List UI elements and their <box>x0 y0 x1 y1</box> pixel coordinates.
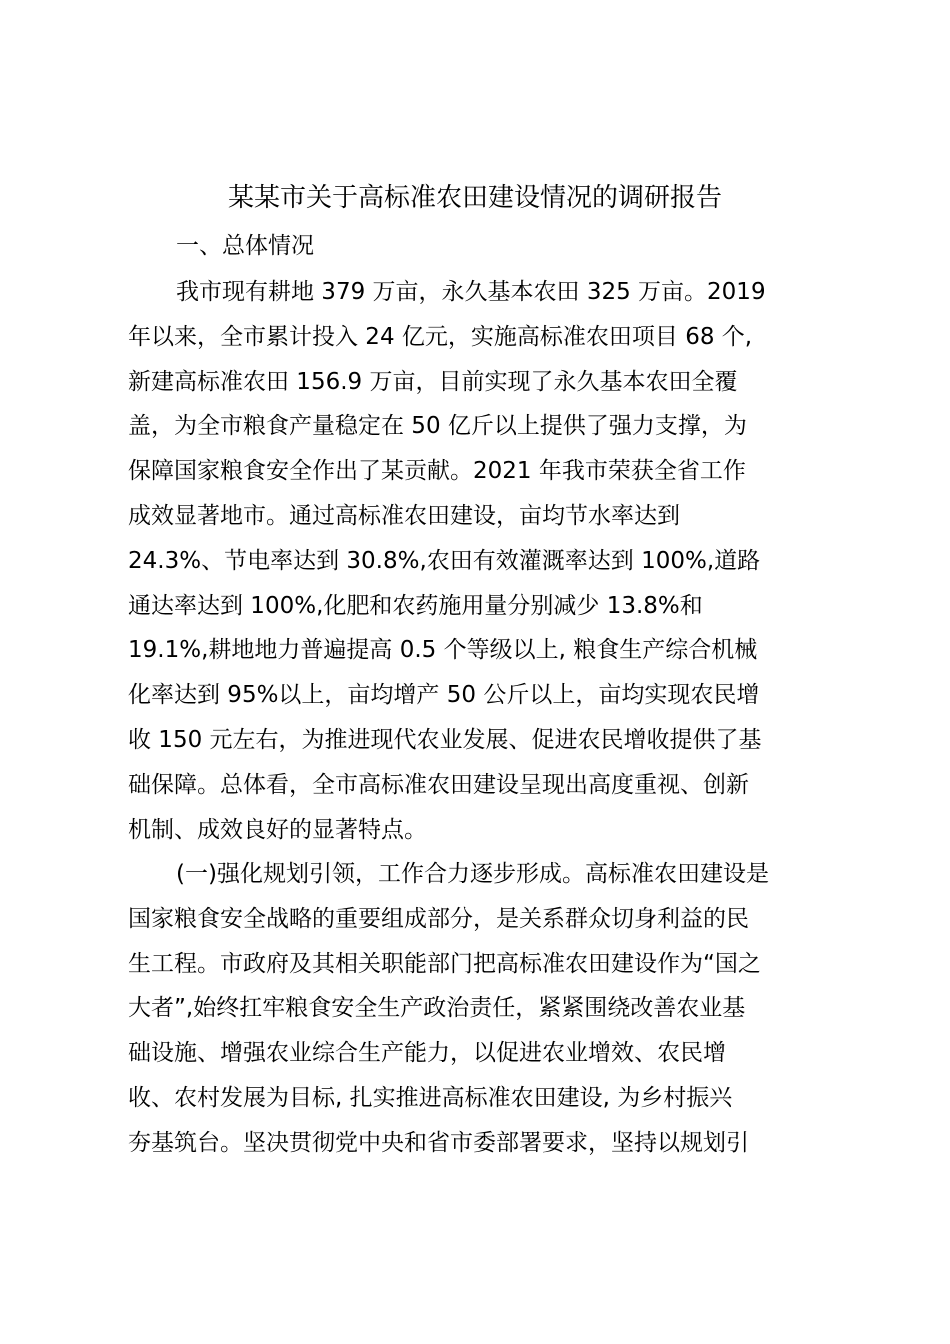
section-heading: 一、总体情况 <box>176 233 314 259</box>
paragraph-line: 夯基筑台。坚决贯彻党中央和省市委部署要求，坚持以规划引 <box>128 1129 749 1156</box>
paragraph-line: 保障国家粮食安全作出了某贡献。2021 年我市荣获全省工作 <box>128 458 746 485</box>
paragraph-planning <box>128 852 840 1166</box>
paragraph-line: 我市现有耕地 379 万亩，永久基本农田 325 万亩。2019 <box>176 279 766 305</box>
paragraph-line: 国家粮食安全战略的重要组成部分，是关系群众切身利益的民 <box>128 905 749 932</box>
paragraph-line: 收、农村发展为目标, 扎实推进高标准农田建设, 为乡村振兴 <box>128 1084 733 1111</box>
paragraph-line: 生工程。市政府及其相关职能部门把高标准农田建设作为“国之 <box>128 950 761 977</box>
paragraph-line: 化率达到 95%以上，亩均增产 50 公斤以上，亩均实现农民增 <box>128 682 760 709</box>
paragraph-line: 通达率达到 100%,化肥和农药施用量分别减少 13.8%和 <box>128 592 703 619</box>
paragraph-line: 19.1%,耕地地力普遍提高 0.5 个等级以上, 粮食生产综合机械 <box>128 637 758 664</box>
document-title: 某某市关于高标准农田建设情况的调研报告 <box>227 183 722 213</box>
paragraph-line: 础设施、增强农业综合生产能力，以促进农业增效、农民增 <box>128 1040 726 1067</box>
paragraph-line: 新建高标准农田 156.9 万亩，目前实现了永久基本农田全覆 <box>128 368 738 395</box>
paragraph-line: 机制、成效良好的显著特点。 <box>128 816 427 843</box>
paragraph-line: 年以来，全市累计投入 24 亿元，实施高标准农田项目 68 个, <box>128 323 753 350</box>
paragraph-line: 成效显著地市。通过高标准农田建设，亩均节水率达到 <box>128 502 680 529</box>
paragraph-line: 础保障。总体看，全市高标准农田建设呈现出高度重视、创新 <box>128 771 749 798</box>
paragraph-line: 24.3%、节电率达到 30.8%,农田有效灌溉率达到 100%,道路 <box>128 547 761 574</box>
paragraph-line: 大者”,始终扛牢粮食安全生产政治责任，紧紧围绕改善农业基 <box>128 995 746 1022</box>
paragraph-line: 盖，为全市粮食产量稳定在 50 亿斤以上提供了强力支撑，为 <box>128 413 747 440</box>
paragraph-overview <box>128 270 840 852</box>
paragraph-line: (一)强化规划引领，工作合力逐步形成。高标准农田建设是 <box>176 861 769 887</box>
paragraph-line: 收 150 元左右，为推进现代农业发展、促进农民增收提供了基 <box>128 726 762 753</box>
